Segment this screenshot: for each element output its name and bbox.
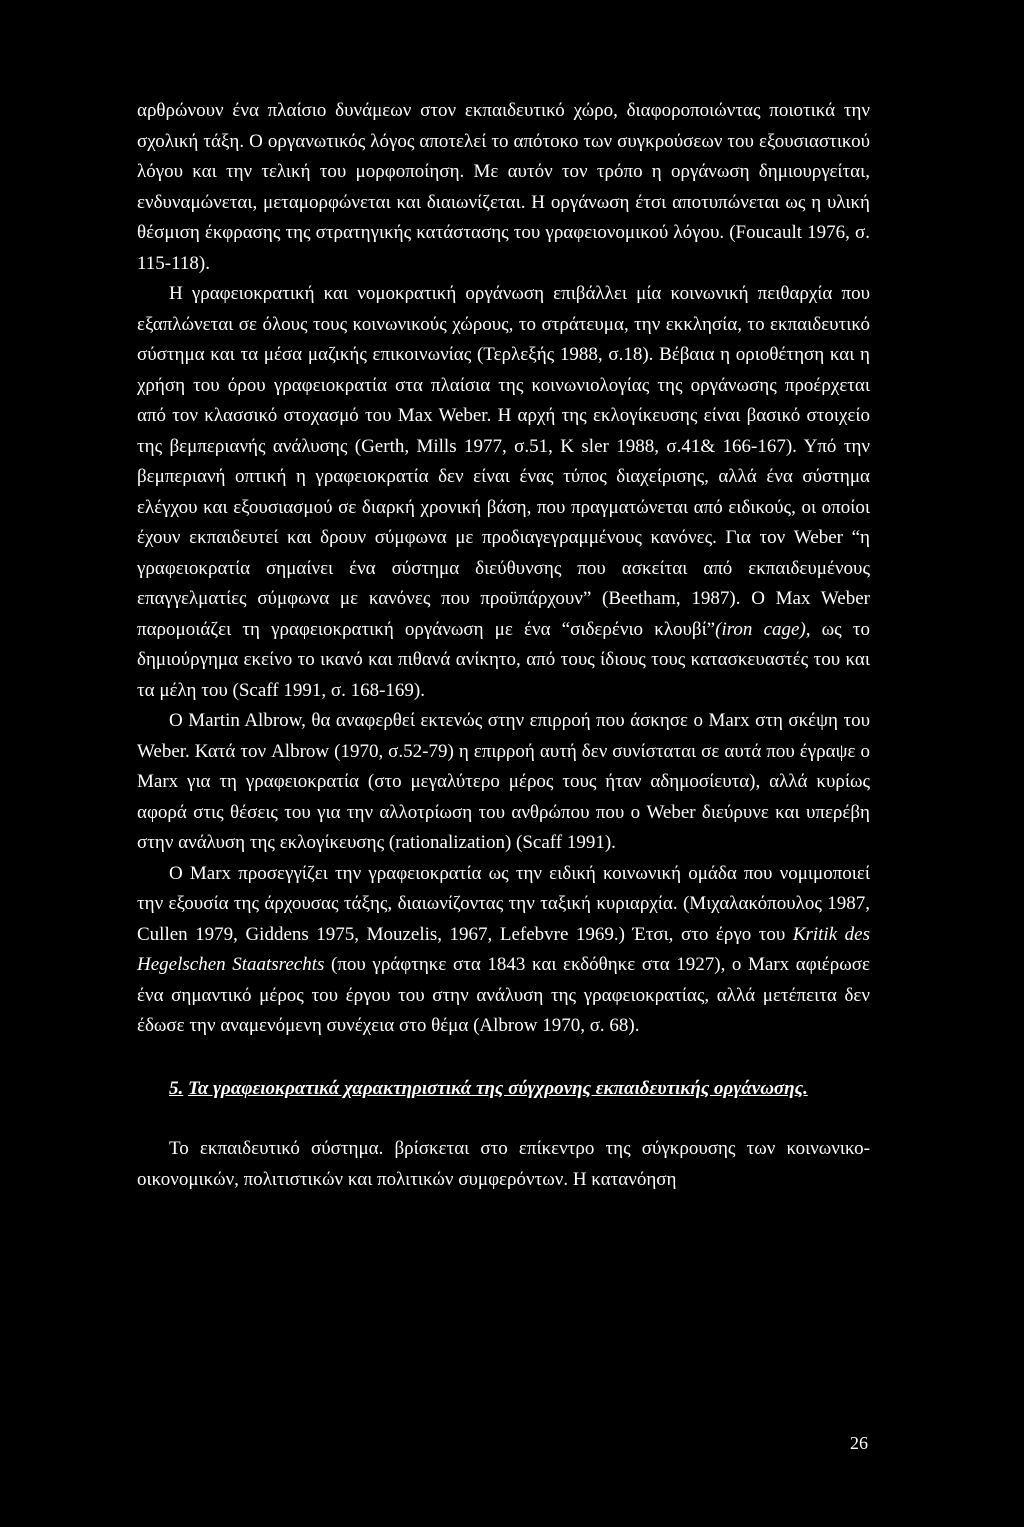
paragraph-4-text-start: Ο Marx προσεγγίζει την γραφειοκρατία ως την ειδική κοινωνική ομάδα που νομιμοποιεί την εξουσία της άρχουσας τάξης, διαιωνίζοντας την ταξική κυριαρχία. (Μιχαλακόπουλος 1987, Cullen 1979, Giddens 1975, Mouzelis, 1967, Lefebvre 1969.) Έτσι, στο έργο του — [137, 862, 870, 945]
paragraph-3: Ο Martin Albrow, θα αναφερθεί εκτενώς στην επιρροή που άσκησε ο Marx στη σκέψη του Weber. Κατά τον Albrow (1970, σ.52-79) η επιρροή αυτή δεν συνίσταται σε αυτά που έγραψε ο Marx για τη γραφειοκρατία (στο μεγαλύτερο μέρος τους ήταν αδημοσίευτα), αλλά κυρίως αφορά στις θέσεις του για την αλλοτρίωση του ανθρώπου που ο Weber διεύρυνε και υπερέβη στην ανάλυση της εκλογίκευσης (rationalization) (Scaff 1991). — [137, 710, 870, 853]
section-title: Τα γραφειοκρατικά χαρακτηριστικά της σύγχρονης εκπαιδευτικής οργάνωσης. — [188, 1077, 808, 1099]
paragraph-4-text-end: (που γράφτηκε στα 1843 και εκδόθηκε στα 1927), ο Marx αφιέρωσε ένα σημαντικό μέρος του έργου του στην ανάλυση της γραφειοκρατίας, αλλά μετέπειτα δεν έδωσε την αναμενόμενη συνέχεια στο θέμα (Albrow 1970, σ. 68). — [137, 954, 870, 1036]
paragraph-2-text-start: Η γραφειοκρατική και νομοκρατική οργάνωση επιβάλλει μία κοινωνική πειθαρχία που εξαπλώνεται σε όλους τους κοινωνικούς χώρους, το στράτευμα, την εκκλησία, το εκπαιδευτικό σύστημα και τα μέσα μαζικής επικοινωνίας (Τερλεξής 1988, σ.18). Βέβαια η οριοθέτηση και η χρήση του όρου γραφειοκρατία στα πλαίσια της κοινωνιολογίας της οργάνωσης προέρχεται από τον κλασσικό στοχασμό του Max Weber. Η αρχή της εκλογίκευσης είναι βασικό στοιχείο της βεμπεριανής ανάλυσης (Gerth, Mills 1977, σ.51, K sler 1988, σ.41& 166-167). Υπό την βεμπεριανή οπτική η γραφειοκρατία δεν είναι ένας τύπος διαχείρισης, αλλά ένα σύστημα ελέγχου και εξουσιασμού σε διαρκή χρονική βάση, που πραγματώνεται από ειδικούς, οι οποίοι έχουν εκπαιδευτεί και δρουν σύμφωνα με προδιαγεγραμμένους κανόνες. Για τον Weber “η γραφειοκρατία σημαίνει ένα σύστημα διεύθυνσης που ασκείται από εκπαιδευμένους επαγγελματίες σύμφωνα με κανόνες που προϋπάρχουν” (Beetham, 1987). Ο Max Weber παρομοιάζει τη γραφειοκρατική οργάνωση με ένα “σιδερένιο κλουβί” — [137, 283, 870, 640]
page-number: 26 — [850, 1433, 868, 1453]
paragraph-4-emphasis: Kritik des Hegelschen Staatsrechts — [137, 923, 870, 975]
paragraph-2-emphasis: (iron cage), — [715, 618, 811, 640]
section-heading — [137, 1074, 870, 1105]
paragraph-2-text-end: ως το δημιούργημα εκείνο το ικανό και πιθανά ανίκητο, από τους ίδιους τους κατασκευαστές του και τα μέλη του (Scaff 1991, σ. 168-169). — [137, 618, 870, 701]
section-number: 5. — [169, 1077, 184, 1099]
paragraph-5: Το εκπαιδευτικό σύστημα. βρίσκεται στο επίκεντρο της σύγκρουσης των κοινωνικο-οικονομικών, πολιτιστικών και πολιτικών συμφερόντων. Η κατανόηση — [137, 1138, 870, 1190]
paragraph-4 — [137, 859, 870, 1042]
paragraph-2 — [137, 279, 870, 706]
paragraph-1: αρθρώνουν ένα πλαίσιο δυνάμεων στον εκπαιδευτικό χώρο, διαφοροποιώντας ποιοτικά την σχολική τάξη. Ο οργανωτικός λόγος αποτελεί το απότοκο των συγκρούσεων του εξουσιαστικού λόγου και την τελική του μορφοποίηση. Με αυτόν τον τρόπο η οργάνωση δημιουργείται, ενδυναμώνεται, μεταμορφώνεται και διαιωνίζεται. Η οργάνωση έτσι αποτυπώνεται ως η υλική θέσμιση έκφρασης της στρατηγικής κατάστασης του γραφειονομικού λόγου. (Foucault 1976, σ. 115-118). — [137, 100, 870, 274]
page-body — [137, 96, 870, 1195]
